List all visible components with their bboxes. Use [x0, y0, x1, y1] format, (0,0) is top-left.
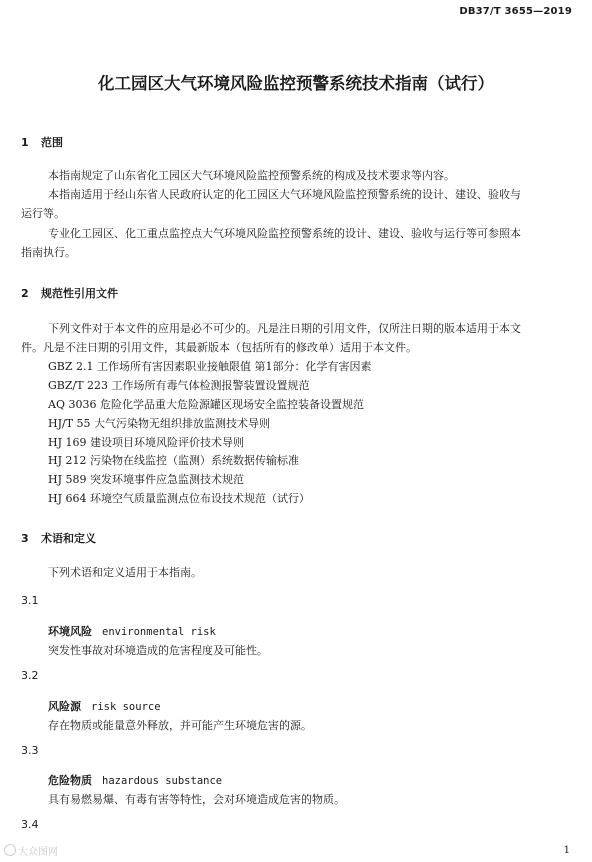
term-number: 3.4	[21, 818, 39, 831]
paragraph: 下列文件对于本文件的应用是必不可少的。凡是注日期的引用文件，仅所注日期的版本适用于本文	[48, 322, 521, 335]
term-english: hazardous substance	[102, 775, 223, 787]
term-definition: 突发性事故对环境造成的危害程度及可能性。	[48, 644, 268, 657]
section-2-heading	[21, 285, 118, 301]
term-chinese: 风险源	[48, 700, 81, 713]
document-title: 化工园区大气环境风险监控预警系统技术指南（试行）	[98, 74, 494, 93]
paragraph: 专业化工园区、化工重点监控点大气环境风险监控预警系统的设计、建设、验收与运行等可参照本	[48, 227, 521, 240]
reference-item: HJ/T 55 大气污染物无组织排放监测技术导则	[48, 417, 271, 430]
term-number: 3.3	[21, 744, 39, 757]
term-definition: 存在物质或能量意外释放，并可能产生环境危害的源。	[48, 719, 312, 732]
watermark-logo-icon	[4, 844, 16, 856]
paragraph: 本指南适用于经山东省人民政府认定的化工园区大气环境风险监控预警系统的设计、建设、验收与	[48, 188, 521, 201]
section-1-heading	[21, 134, 63, 150]
term-definition: 具有易燃易爆、有毒有害等特性，会对环境造成危害的物质。	[48, 793, 345, 806]
section-3-heading	[21, 530, 96, 546]
reference-item: GBZ 2.1 工作场所有害因素职业接触限值 第1部分：化学有害因素	[48, 360, 372, 373]
paragraph-continuation: 指南执行。	[21, 246, 76, 259]
section-number: 1	[21, 136, 29, 149]
term-english: risk source	[91, 701, 161, 713]
term-number: 3.1	[21, 594, 39, 607]
paragraph: 下列术语和定义适用于本指南。	[48, 566, 202, 579]
section-title: 范围	[41, 136, 63, 149]
reference-item: GBZ/T 223 工作场所有毒气体检测报警装置设置规范	[48, 379, 310, 392]
section-title: 术语和定义	[41, 532, 96, 545]
watermark	[4, 843, 58, 858]
paragraph: 本指南规定了山东省化工园区大气环境风险监控预警系统的构成及技术要求等内容。	[48, 169, 455, 182]
term-chinese: 环境风险	[48, 625, 92, 638]
term-heading	[48, 772, 222, 788]
reference-item: HJ 169 建设项目环境风险评价技术导则	[48, 436, 244, 449]
reference-item: HJ 664 环境空气质量监测点位布设技术规范（试行）	[48, 492, 310, 505]
section-number: 3	[21, 532, 29, 545]
term-english: environmental risk	[102, 626, 216, 638]
page-number: 1	[563, 845, 570, 856]
reference-item: HJ 589 突发环境事件应急监测技术规范	[48, 473, 244, 486]
document-code: DB37/T 3655—2019	[459, 6, 572, 17]
paragraph-continuation: 运行等。	[21, 207, 65, 220]
reference-item: AQ 3036 危险化学品重大危险源罐区现场安全监控装备设置规范	[48, 398, 364, 411]
paragraph-continuation: 件。凡是不注日期的引用文件，其最新版本（包括所有的修改单）适用于本文件。	[21, 341, 417, 354]
term-heading	[48, 698, 161, 714]
term-chinese: 危险物质	[48, 774, 92, 787]
watermark-text: 大众图网	[18, 847, 58, 858]
term-number: 3.2	[21, 669, 39, 682]
term-heading	[48, 623, 216, 639]
section-number: 2	[21, 287, 29, 300]
section-title: 规范性引用文件	[41, 287, 118, 300]
reference-item: HJ 212 污染物在线监控（监测）系统数据传输标准	[48, 454, 299, 467]
